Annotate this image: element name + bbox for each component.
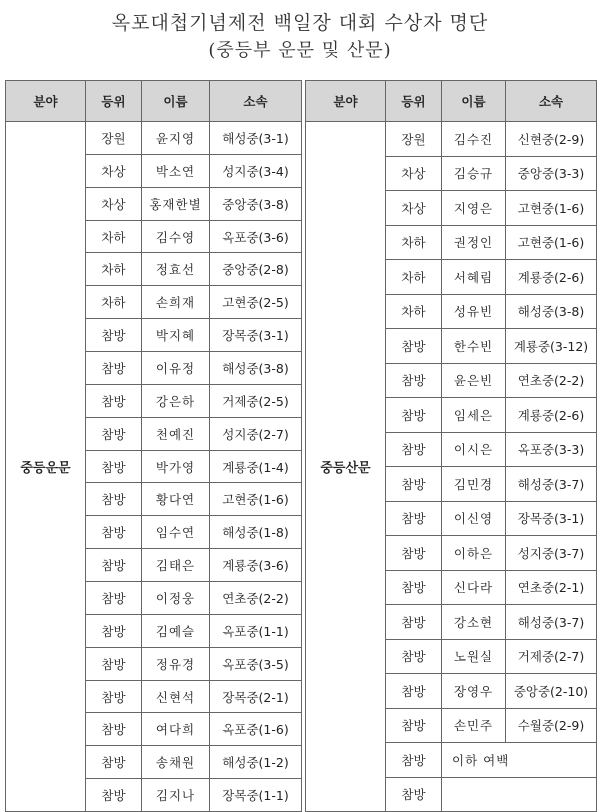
rank-cell: 참방 bbox=[386, 467, 442, 502]
rank-cell: 차하 bbox=[86, 286, 142, 319]
rank-cell: 차하 bbox=[86, 253, 142, 286]
school-cell: 수월중(2-9) bbox=[506, 708, 597, 743]
verse-awards-table bbox=[5, 80, 302, 812]
rank-cell: 차상 bbox=[386, 191, 442, 226]
rank-cell: 차상 bbox=[386, 156, 442, 191]
school-cell: 연초중(2-1) bbox=[506, 570, 597, 605]
name-cell: 김수진 bbox=[442, 122, 506, 157]
table-row bbox=[306, 122, 597, 157]
rank-cell: 참방 bbox=[86, 450, 142, 483]
header-rank: 등위 bbox=[86, 81, 142, 122]
school-cell: 성지중(3-7) bbox=[506, 536, 597, 571]
name-cell: 지영은 bbox=[442, 191, 506, 226]
school-cell: 계룡중(2-6) bbox=[506, 260, 597, 295]
school-cell: 옥포중(1-6) bbox=[210, 713, 302, 746]
header-name: 이름 bbox=[442, 81, 506, 122]
name-cell: 노원실 bbox=[442, 639, 506, 674]
rank-cell: 참방 bbox=[386, 639, 442, 674]
rank-cell: 차상 bbox=[86, 187, 142, 220]
rank-cell: 차하 bbox=[386, 225, 442, 260]
header-field: 분야 bbox=[6, 81, 86, 122]
school-cell: 계룡중(3-6) bbox=[210, 549, 302, 582]
rank-cell: 참방 bbox=[386, 329, 442, 364]
rank-cell: 참방 bbox=[86, 680, 142, 713]
school-cell: 계룡중(1-4) bbox=[210, 450, 302, 483]
rank-cell: 참방 bbox=[386, 674, 442, 709]
prose-awards-table bbox=[305, 80, 597, 812]
empty-cell bbox=[442, 777, 597, 812]
name-cell: 김태은 bbox=[142, 549, 210, 582]
name-cell: 여다희 bbox=[142, 713, 210, 746]
name-cell: 윤지영 bbox=[142, 122, 210, 155]
rank-cell: 차하 bbox=[86, 220, 142, 253]
name-cell: 임세은 bbox=[442, 398, 506, 433]
rank-cell: 참방 bbox=[86, 384, 142, 417]
rank-cell: 장원 bbox=[386, 122, 442, 157]
name-cell: 김지나 bbox=[142, 779, 210, 812]
rank-cell: 장원 bbox=[86, 122, 142, 155]
name-cell: 천예진 bbox=[142, 417, 210, 450]
school-cell: 중앙중(3-3) bbox=[506, 156, 597, 191]
header-school: 소속 bbox=[210, 81, 302, 122]
name-cell: 신현석 bbox=[142, 680, 210, 713]
school-cell: 연초중(2-2) bbox=[506, 363, 597, 398]
rank-cell: 참방 bbox=[86, 647, 142, 680]
rank-cell: 참방 bbox=[386, 536, 442, 571]
school-cell: 장목중(3-1) bbox=[210, 319, 302, 352]
rank-cell: 참방 bbox=[86, 614, 142, 647]
school-cell: 장목중(3-1) bbox=[506, 501, 597, 536]
school-cell: 성지중(3-4) bbox=[210, 154, 302, 187]
school-cell: 해성중(3-8) bbox=[210, 352, 302, 385]
name-cell: 강은하 bbox=[142, 384, 210, 417]
school-cell: 신현중(2-9) bbox=[506, 122, 597, 157]
rank-cell: 참방 bbox=[386, 398, 442, 433]
rank-cell: 참방 bbox=[86, 319, 142, 352]
school-cell: 해성중(3-1) bbox=[210, 122, 302, 155]
name-cell: 이정웅 bbox=[142, 582, 210, 615]
rank-cell: 참방 bbox=[386, 743, 442, 778]
rank-cell: 참방 bbox=[386, 570, 442, 605]
school-cell: 옥포중(3-5) bbox=[210, 647, 302, 680]
name-cell: 임수연 bbox=[142, 516, 210, 549]
rank-cell: 참방 bbox=[386, 777, 442, 812]
rank-cell: 참방 bbox=[386, 501, 442, 536]
school-cell: 중앙중(3-8) bbox=[210, 187, 302, 220]
rank-cell: 참방 bbox=[386, 605, 442, 640]
school-cell: 고현중(1-6) bbox=[506, 191, 597, 226]
name-cell: 송채원 bbox=[142, 746, 210, 779]
name-cell: 이하은 bbox=[442, 536, 506, 571]
school-cell: 고현중(1-6) bbox=[210, 483, 302, 516]
rank-cell: 차상 bbox=[86, 154, 142, 187]
rank-cell: 참방 bbox=[86, 516, 142, 549]
school-cell: 옥포중(3-6) bbox=[210, 220, 302, 253]
school-cell: 해성중(1-8) bbox=[210, 516, 302, 549]
table-row bbox=[6, 122, 302, 155]
name-cell: 이신영 bbox=[442, 501, 506, 536]
name-cell: 신다라 bbox=[442, 570, 506, 605]
school-cell: 옥포중(1-1) bbox=[210, 614, 302, 647]
field-cell: 중등운문 bbox=[6, 122, 86, 812]
name-cell: 정유경 bbox=[142, 647, 210, 680]
name-cell: 손민주 bbox=[442, 708, 506, 743]
name-cell: 성유빈 bbox=[442, 294, 506, 329]
rank-cell: 참방 bbox=[86, 417, 142, 450]
name-cell: 강소현 bbox=[442, 605, 506, 640]
name-cell: 박지혜 bbox=[142, 319, 210, 352]
school-cell: 옥포중(3-3) bbox=[506, 432, 597, 467]
name-cell: 정효선 bbox=[142, 253, 210, 286]
school-cell: 장목중(2-1) bbox=[210, 680, 302, 713]
name-cell: 황다연 bbox=[142, 483, 210, 516]
header-row bbox=[6, 81, 302, 122]
school-cell: 고현중(1-6) bbox=[506, 225, 597, 260]
school-cell: 해성중(3-8) bbox=[506, 294, 597, 329]
school-cell: 거제중(2-5) bbox=[210, 384, 302, 417]
name-cell: 김승규 bbox=[442, 156, 506, 191]
page-subtitle: (중등부 운문 및 산문) bbox=[208, 40, 392, 61]
school-cell: 장목중(1-1) bbox=[210, 779, 302, 812]
header-name: 이름 bbox=[142, 81, 210, 122]
rank-cell: 참방 bbox=[386, 432, 442, 467]
rank-cell: 참방 bbox=[86, 582, 142, 615]
name-cell: 김민경 bbox=[442, 467, 506, 502]
school-cell: 거제중(2-7) bbox=[506, 639, 597, 674]
school-cell: 해성중(1-2) bbox=[210, 746, 302, 779]
name-cell: 권정인 bbox=[442, 225, 506, 260]
field-cell: 중등산문 bbox=[306, 122, 386, 812]
school-cell: 연초중(2-2) bbox=[210, 582, 302, 615]
name-cell: 서혜림 bbox=[442, 260, 506, 295]
rank-cell: 차하 bbox=[386, 260, 442, 295]
name-cell: 장영우 bbox=[442, 674, 506, 709]
school-cell: 계룡중(2-6) bbox=[506, 398, 597, 433]
school-cell: 중앙중(2-8) bbox=[210, 253, 302, 286]
header-rank: 등위 bbox=[386, 81, 442, 122]
name-cell: 김예슬 bbox=[142, 614, 210, 647]
name-cell: 김수영 bbox=[142, 220, 210, 253]
name-cell: 윤은빈 bbox=[442, 363, 506, 398]
name-cell: 박가영 bbox=[142, 450, 210, 483]
rank-cell: 참방 bbox=[86, 746, 142, 779]
name-cell: 이유정 bbox=[142, 352, 210, 385]
name-cell: 한수빈 bbox=[442, 329, 506, 364]
school-cell: 해성중(3-7) bbox=[506, 467, 597, 502]
verse-awards-body bbox=[6, 122, 302, 812]
rank-cell: 참방 bbox=[386, 708, 442, 743]
name-cell: 손희재 bbox=[142, 286, 210, 319]
school-cell: 중앙중(2-10) bbox=[506, 674, 597, 709]
rank-cell: 참방 bbox=[86, 549, 142, 582]
rank-cell: 차하 bbox=[386, 294, 442, 329]
header-school: 소속 bbox=[506, 81, 597, 122]
page-title: 옥포대첩기념제전 백일장 대회 수상자 명단 bbox=[111, 12, 489, 34]
name-cell: 홍재한별 bbox=[142, 187, 210, 220]
rank-cell: 참방 bbox=[86, 713, 142, 746]
rank-cell: 참방 bbox=[86, 352, 142, 385]
rank-cell: 참방 bbox=[386, 363, 442, 398]
header-field: 분야 bbox=[306, 81, 386, 122]
school-cell: 고현중(2-5) bbox=[210, 286, 302, 319]
school-cell: 해성중(3-7) bbox=[506, 605, 597, 640]
rank-cell: 참방 bbox=[86, 483, 142, 516]
header-row bbox=[306, 81, 597, 122]
school-cell: 계룡중(3-12) bbox=[506, 329, 597, 364]
name-cell: 박소연 bbox=[142, 154, 210, 187]
note-cell: 이하 여백 bbox=[442, 743, 597, 778]
prose-awards-body bbox=[306, 122, 597, 812]
name-cell: 이시은 bbox=[442, 432, 506, 467]
rank-cell: 참방 bbox=[86, 779, 142, 812]
school-cell: 성지중(2-7) bbox=[210, 417, 302, 450]
